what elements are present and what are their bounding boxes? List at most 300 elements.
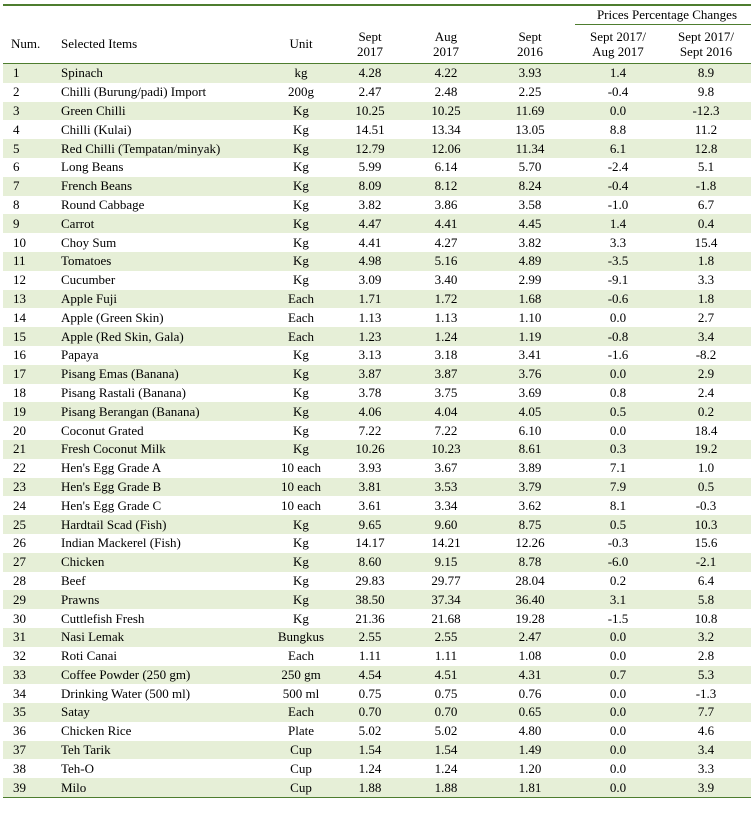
- row-unit: Kg: [293, 610, 309, 626]
- row-pct-year: -0.3: [695, 497, 717, 513]
- row-sept-2016: 1.20: [518, 760, 542, 776]
- row-unit: Each: [269, 327, 333, 346]
- group-header-row: [3, 6, 751, 25]
- row-sept-2017: 10.26: [333, 440, 407, 459]
- row-pct-year: 3.4: [661, 327, 751, 346]
- row-num: 32: [13, 648, 26, 664]
- row-pct-year: 6.4: [697, 572, 715, 588]
- row-num: 16: [13, 347, 26, 363]
- row-unit: Bungkus: [269, 628, 333, 647]
- row-num: 37: [3, 741, 57, 760]
- row-num: 7: [3, 177, 57, 196]
- row-aug-2017: 6.14: [434, 159, 458, 175]
- row-item: Round Cabbage: [61, 196, 145, 212]
- row-item: Pisang Berangan (Banana): [57, 402, 269, 421]
- row-item: Red Chilli (Tempatan/minyak): [57, 139, 269, 158]
- row-sept-2017: 3.81: [333, 478, 407, 497]
- row-pct-month: -1.5: [607, 610, 629, 626]
- row-sept-2016: 36.40: [485, 590, 575, 609]
- row-pct-month: -2.4: [607, 159, 629, 175]
- row-pct-month: -0.4: [575, 177, 661, 196]
- table-row: [3, 647, 751, 666]
- row-sept-2017: 3.87: [333, 365, 407, 384]
- row-sept-2016: 11.34: [485, 139, 575, 158]
- row-item: Chicken Rice: [61, 723, 132, 739]
- row-num: 30: [13, 610, 26, 626]
- row-unit: 10 each: [280, 460, 322, 476]
- row-pct-year: 7.7: [661, 703, 751, 722]
- table-row: [3, 196, 751, 215]
- row-sept-2017: 7.22: [358, 422, 382, 438]
- row-unit: Kg: [269, 252, 333, 271]
- row-pct-year: 5.1: [697, 159, 715, 175]
- row-num: 39: [3, 778, 57, 797]
- row-sept-2016: 8.61: [485, 440, 575, 459]
- row-pct-year: 15.6: [694, 535, 718, 551]
- table-row: [3, 628, 751, 647]
- row-sept-2017: 5.02: [358, 723, 382, 739]
- row-aug-2017: 10.25: [407, 102, 485, 121]
- row-aug-2017: 7.22: [434, 422, 458, 438]
- table-row: [3, 515, 751, 534]
- row-pct-month: -0.3: [607, 535, 629, 551]
- col-header-aug-2017: Aug 2017: [407, 25, 485, 64]
- row-pct-month: 0.0: [609, 723, 627, 739]
- row-item: Satay: [57, 703, 269, 722]
- row-num: 21: [3, 440, 57, 459]
- row-pct-year: 0.5: [661, 478, 751, 497]
- row-pct-month: 1.4: [575, 214, 661, 233]
- row-pct-year: 3.9: [661, 778, 751, 797]
- row-num: 36: [13, 723, 26, 739]
- row-num: 3: [3, 102, 57, 121]
- row-pct-year: 19.2: [661, 440, 751, 459]
- row-aug-2017: 10.23: [407, 440, 485, 459]
- bottom-rule: [3, 798, 751, 799]
- row-num: 6: [13, 159, 20, 175]
- row-sept-2016: 3.76: [485, 365, 575, 384]
- table-row: [3, 346, 751, 365]
- row-num: 11: [3, 252, 57, 271]
- row-aug-2017: 2.48: [434, 84, 458, 100]
- row-sept-2017: 3.82: [358, 196, 382, 212]
- row-item: French Beans: [57, 177, 269, 196]
- row-pct-year: 3.2: [661, 628, 751, 647]
- row-sept-2017: 1.71: [333, 290, 407, 309]
- row-item: Pisang Emas (Banana): [57, 365, 269, 384]
- row-sept-2017: 2.47: [358, 84, 382, 100]
- row-sept-2016: 19.28: [515, 610, 545, 626]
- row-sept-2017: 38.50: [333, 590, 407, 609]
- row-sept-2016: 1.10: [518, 309, 542, 325]
- row-aug-2017: 5.16: [407, 252, 485, 271]
- row-aug-2017: 3.53: [407, 478, 485, 497]
- row-sept-2017: 14.17: [355, 535, 385, 551]
- row-num: 29: [3, 590, 57, 609]
- row-pct-year: -8.2: [695, 347, 717, 363]
- row-unit: Kg: [293, 535, 309, 551]
- row-unit: Each: [269, 290, 333, 309]
- row-aug-2017: 3.67: [434, 460, 458, 476]
- row-num: 8: [13, 196, 20, 212]
- row-sept-2017: 1.54: [333, 741, 407, 760]
- row-num: 5: [3, 139, 57, 158]
- row-sept-2016: 28.04: [515, 572, 545, 588]
- row-num: 19: [3, 402, 57, 421]
- row-unit: Kg: [293, 347, 309, 363]
- table-row: [3, 158, 751, 177]
- row-sept-2017: 4.41: [358, 234, 382, 250]
- row-num: 15: [3, 327, 57, 346]
- row-sept-2016: 2.99: [518, 272, 542, 288]
- row-sept-2016: 3.82: [518, 234, 542, 250]
- row-item: Chilli (Kulai): [61, 121, 132, 137]
- row-aug-2017: 3.34: [434, 497, 458, 513]
- row-pct-year: 5.8: [661, 590, 751, 609]
- row-pct-month: 7.9: [575, 478, 661, 497]
- row-unit: Kg: [269, 440, 333, 459]
- row-unit: Kg: [293, 234, 309, 250]
- row-unit: Kg: [269, 365, 333, 384]
- row-aug-2017: 4.22: [407, 64, 485, 83]
- row-unit: 10 each: [280, 497, 322, 513]
- row-aug-2017: 0.70: [407, 703, 485, 722]
- row-sept-2017: 1.13: [358, 309, 382, 325]
- row-sept-2017: 3.78: [358, 384, 382, 400]
- row-aug-2017: 37.34: [407, 590, 485, 609]
- row-sept-2017: 10.25: [333, 102, 407, 121]
- row-sept-2016: 13.05: [515, 121, 545, 137]
- row-sept-2017: 3.13: [358, 347, 382, 363]
- row-pct-month: 0.0: [575, 703, 661, 722]
- row-unit: Plate: [288, 723, 314, 739]
- row-sept-2017: 4.47: [333, 214, 407, 233]
- row-pct-month: -3.5: [575, 252, 661, 271]
- row-unit: Each: [288, 309, 314, 325]
- row-unit: Kg: [269, 515, 333, 534]
- row-sept-2017: 0.75: [358, 685, 382, 701]
- row-sept-2016: 8.24: [485, 177, 575, 196]
- row-sept-2017: 4.98: [333, 252, 407, 271]
- row-pct-year: 0.2: [661, 402, 751, 421]
- row-sept-2017: 3.09: [358, 272, 382, 288]
- row-item: Indian Mackerel (Fish): [61, 535, 181, 551]
- row-sept-2017: 1.88: [333, 778, 407, 797]
- table-row: [3, 139, 751, 158]
- row-sept-2016: 0.65: [485, 703, 575, 722]
- row-pct-year: 1.0: [697, 460, 715, 476]
- row-pct-year: 15.4: [694, 234, 718, 250]
- table-row: [3, 572, 751, 591]
- row-sept-2016: 4.45: [485, 214, 575, 233]
- row-sept-2017: 0.70: [333, 703, 407, 722]
- row-unit: Kg: [293, 159, 309, 175]
- table-row: [3, 384, 751, 403]
- row-aug-2017: 12.06: [407, 139, 485, 158]
- row-num: 4: [13, 121, 20, 137]
- row-unit: 200g: [288, 84, 314, 100]
- row-sept-2017: 4.28: [333, 64, 407, 83]
- row-aug-2017: 1.24: [407, 327, 485, 346]
- row-sept-2017: 5.99: [358, 159, 382, 175]
- row-sept-2016: 1.81: [485, 778, 575, 797]
- row-unit: Each: [288, 648, 314, 664]
- column-header-row: [3, 25, 751, 64]
- row-item: Hardtail Scad (Fish): [57, 515, 269, 534]
- row-num: 1: [3, 64, 57, 83]
- row-pct-month: 3.3: [609, 234, 627, 250]
- row-num: 23: [3, 478, 57, 497]
- table-row: [3, 590, 751, 609]
- row-unit: kg: [269, 64, 333, 83]
- row-sept-2016: 6.10: [518, 422, 542, 438]
- col-header-num: Num.: [3, 25, 57, 64]
- table-row: [3, 421, 751, 440]
- row-aug-2017: 3.18: [434, 347, 458, 363]
- table-row: [3, 722, 751, 741]
- row-item: Chicken: [57, 553, 269, 572]
- row-pct-year: -1.8: [661, 177, 751, 196]
- row-sept-2016: 3.69: [518, 384, 542, 400]
- table-row: [3, 684, 751, 703]
- row-sept-2017: 4.54: [333, 666, 407, 685]
- row-aug-2017: 3.87: [407, 365, 485, 384]
- row-item: Beef: [61, 572, 86, 588]
- row-sept-2016: 4.31: [485, 666, 575, 685]
- row-item: Apple (Green Skin): [61, 309, 164, 325]
- table-row: [3, 778, 751, 797]
- row-num: 38: [13, 760, 26, 776]
- row-sept-2016: 3.93: [485, 64, 575, 83]
- row-aug-2017: 3.40: [434, 272, 458, 288]
- row-pct-month: 0.7: [575, 666, 661, 685]
- row-sept-2016: 1.08: [518, 648, 542, 664]
- row-aug-2017: 1.72: [407, 290, 485, 309]
- table-row: [3, 534, 751, 553]
- row-pct-year: 9.8: [697, 84, 715, 100]
- row-aug-2017: 1.13: [434, 309, 458, 325]
- row-item: Roti Canai: [61, 648, 117, 664]
- row-pct-year: 10.8: [694, 610, 718, 626]
- row-aug-2017: 29.77: [431, 572, 461, 588]
- row-pct-year: -12.3: [661, 102, 751, 121]
- row-item: Drinking Water (500 ml): [61, 685, 191, 701]
- row-pct-month: -0.8: [575, 327, 661, 346]
- table-row: [3, 496, 751, 515]
- row-sept-2017: 3.93: [358, 460, 382, 476]
- row-aug-2017: 13.34: [431, 121, 461, 137]
- row-pct-month: 0.0: [609, 760, 627, 776]
- row-aug-2017: 9.60: [407, 515, 485, 534]
- row-pct-year: -1.3: [695, 685, 717, 701]
- row-pct-month: 0.0: [575, 741, 661, 760]
- row-pct-year: 3.3: [697, 272, 715, 288]
- row-unit: 10 each: [269, 478, 333, 497]
- row-item: Teh Tarik: [57, 741, 269, 760]
- row-sept-2017: 8.60: [333, 553, 407, 572]
- row-unit: Each: [269, 703, 333, 722]
- row-pct-month: -1.6: [607, 347, 629, 363]
- table-row: [3, 666, 751, 685]
- price-table: [3, 4, 751, 798]
- row-pct-month: 0.0: [575, 102, 661, 121]
- row-aug-2017: 4.04: [407, 402, 485, 421]
- row-item: Carrot: [57, 214, 269, 233]
- row-pct-year: 18.4: [694, 422, 718, 438]
- row-pct-month: 8.8: [609, 121, 627, 137]
- table-row: [3, 609, 751, 628]
- row-sept-2016: 4.89: [485, 252, 575, 271]
- row-num: 22: [13, 460, 26, 476]
- row-pct-month: -0.4: [607, 84, 629, 100]
- col-header-pct-year: Sept 2017/ Sept 2016: [661, 25, 751, 64]
- row-pct-year: 10.3: [661, 515, 751, 534]
- row-unit: Kg: [269, 590, 333, 609]
- row-unit: Kg: [269, 177, 333, 196]
- row-item: Chilli (Burung/padi) Import: [61, 84, 207, 100]
- table-row: [3, 102, 751, 121]
- row-aug-2017: 21.68: [431, 610, 461, 626]
- row-pct-month: 0.5: [575, 402, 661, 421]
- row-sept-2016: 1.68: [485, 290, 575, 309]
- table-row: [3, 290, 751, 309]
- row-pct-month: 1.4: [575, 64, 661, 83]
- row-unit: Kg: [269, 102, 333, 121]
- row-item: Coconut Grated: [61, 422, 144, 438]
- row-num: 26: [13, 535, 26, 551]
- row-pct-month: -1.0: [607, 196, 629, 212]
- row-item: Apple (Red Skin, Gala): [57, 327, 269, 346]
- table-row: [3, 365, 751, 384]
- table-row: [3, 308, 751, 327]
- row-sept-2016: 3.58: [518, 196, 542, 212]
- row-aug-2017: 1.11: [434, 648, 458, 664]
- table-row: [3, 703, 751, 722]
- row-sept-2016: 3.79: [485, 478, 575, 497]
- row-sept-2016: 1.49: [485, 741, 575, 760]
- row-pct-month: 0.2: [609, 572, 627, 588]
- row-item: Long Beans: [61, 159, 124, 175]
- row-num: 2: [13, 84, 20, 100]
- row-num: 25: [3, 515, 57, 534]
- row-sept-2017: 1.24: [358, 760, 382, 776]
- row-sept-2017: 2.55: [333, 628, 407, 647]
- row-num: 12: [13, 272, 26, 288]
- row-pct-month: 0.0: [575, 628, 661, 647]
- row-pct-month: 0.0: [609, 685, 627, 701]
- row-unit: Kg: [293, 196, 309, 212]
- col-header-item: Selected Items: [57, 25, 269, 64]
- col-header-sept-2017: Sept 2017: [333, 25, 407, 64]
- row-aug-2017: 5.02: [434, 723, 458, 739]
- table-row: [3, 214, 751, 233]
- row-aug-2017: 9.15: [407, 553, 485, 572]
- row-sept-2017: 21.36: [355, 610, 385, 626]
- row-sept-2017: 1.23: [333, 327, 407, 346]
- row-num: 14: [13, 309, 26, 325]
- row-item: Prawns: [57, 590, 269, 609]
- row-pct-month: 0.5: [575, 515, 661, 534]
- row-unit: Kg: [293, 121, 309, 137]
- row-unit: Kg: [269, 553, 333, 572]
- row-pct-year: 6.7: [697, 196, 715, 212]
- table-row: [3, 252, 751, 271]
- table-row: [3, 478, 751, 497]
- row-pct-year: 5.3: [661, 666, 751, 685]
- row-sept-2016: 4.80: [518, 723, 542, 739]
- row-num: 13: [3, 290, 57, 309]
- row-pct-month: 0.0: [575, 365, 661, 384]
- row-aug-2017: 8.12: [407, 177, 485, 196]
- row-num: 24: [13, 497, 26, 513]
- row-pct-year: 1.8: [661, 290, 751, 309]
- row-pct-month: 3.1: [575, 590, 661, 609]
- row-sept-2016: 2.47: [485, 628, 575, 647]
- row-item: Coffee Powder (250 gm): [57, 666, 269, 685]
- group-header-prices-percentage-changes: Prices Percentage Changes: [575, 6, 751, 25]
- row-sept-2016: 5.70: [518, 159, 542, 175]
- row-pct-month: -0.6: [575, 290, 661, 309]
- row-item: Hen's Egg Grade A: [61, 460, 162, 476]
- row-sept-2016: 0.76: [518, 685, 542, 701]
- row-sept-2017: 1.11: [358, 648, 382, 664]
- row-num: 35: [3, 703, 57, 722]
- table-row: [3, 440, 751, 459]
- row-sept-2016: 3.41: [518, 347, 542, 363]
- row-pct-year: 2.8: [697, 648, 715, 664]
- row-num: 33: [3, 666, 57, 685]
- row-aug-2017: 4.51: [407, 666, 485, 685]
- row-sept-2017: 4.06: [333, 402, 407, 421]
- row-item: Papaya: [61, 347, 99, 363]
- row-pct-month: 8.1: [609, 497, 627, 513]
- table-row: [3, 402, 751, 421]
- row-aug-2017: 1.88: [407, 778, 485, 797]
- row-num: 18: [13, 384, 26, 400]
- row-item: Green Chilli: [57, 102, 269, 121]
- row-num: 28: [13, 572, 26, 588]
- row-pct-month: 0.3: [575, 440, 661, 459]
- row-item: Hen's Egg Grade B: [57, 478, 269, 497]
- row-item: Pisang Rastali (Banana): [61, 384, 186, 400]
- col-header-pct-month: Sept 2017/ Aug 2017: [575, 25, 661, 64]
- row-pct-month: 0.0: [609, 422, 627, 438]
- row-aug-2017: 2.55: [407, 628, 485, 647]
- row-unit: Cup: [290, 760, 312, 776]
- row-sept-2016: 3.62: [518, 497, 542, 513]
- row-unit: Kg: [269, 139, 333, 158]
- row-sept-2016: 3.89: [518, 460, 542, 476]
- row-pct-year: 2.4: [697, 384, 715, 400]
- row-sept-2016: 8.75: [485, 515, 575, 534]
- row-pct-year: 3.3: [697, 760, 715, 776]
- row-aug-2017: 4.27: [434, 234, 458, 250]
- row-sept-2017: 8.09: [333, 177, 407, 196]
- price-table-container: [3, 4, 751, 798]
- table-row: [3, 64, 751, 83]
- row-pct-year: 0.4: [661, 214, 751, 233]
- row-sept-2017: 14.51: [355, 121, 385, 137]
- row-pct-month: -6.0: [575, 553, 661, 572]
- row-aug-2017: 1.24: [434, 760, 458, 776]
- row-num: 20: [13, 422, 26, 438]
- row-item: Milo: [57, 778, 269, 797]
- row-sept-2016: 4.05: [485, 402, 575, 421]
- row-sept-2017: 3.61: [358, 497, 382, 513]
- row-aug-2017: 3.75: [434, 384, 458, 400]
- row-num: 10: [13, 234, 26, 250]
- col-header-unit: Unit: [269, 25, 333, 64]
